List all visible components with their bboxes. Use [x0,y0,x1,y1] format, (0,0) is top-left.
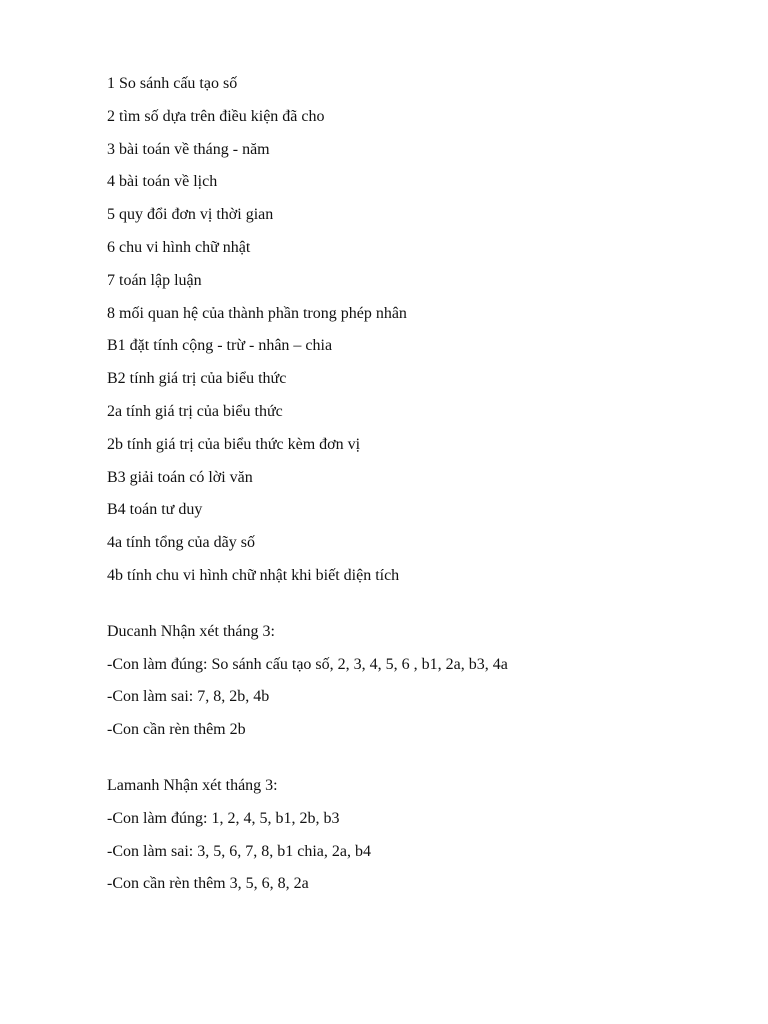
topic-line: 4 bài toán về lịch [107,173,218,191]
topic-line: B4 toán tư duy [107,501,203,519]
lamanh-practice: -Con cần rèn thêm 3, 5, 6, 8, 2a [107,875,309,893]
topic-line: B2 tính giá trị của biểu thức [107,370,287,388]
ducanh-wrong: -Con làm sai: 7, 8, 2b, 4b [107,688,270,706]
paragraph-gap [107,751,727,774]
ducanh-correct: -Con làm đúng: So sánh cấu tạo số, 2, 3, 4, 5, 6 , b1, 2a, b3, 4a [107,655,508,673]
topic-line: 2 tìm số dựa trên điều kiện đã cho [107,107,325,125]
paragraph-gap [107,597,727,620]
topic-line: 5 quy đổi đơn vị thời gian [107,206,274,224]
document-body [107,72,727,905]
lamanh-correct: -Con làm đúng: 1, 2, 4, 5, b1, 2b, b3 [107,809,340,827]
topic-line: 7 toán lập luận [107,271,202,289]
lamanh-wrong: -Con làm sai: 3, 5, 6, 7, 8, b1 chia, 2a, b4 [107,842,371,860]
topic-line: 3 bài toán về tháng - năm [107,140,270,158]
topic-line: B3 giải toán có lời văn [107,468,253,486]
topic-line: B1 đặt tính cộng - trừ - nhân – chia [107,337,333,355]
topic-line: 6 chu vi hình chữ nhật [107,238,251,256]
topic-line: 2a tính giá trị của biểu thức [107,402,283,420]
lamanh-heading: Lamanh Nhận xét tháng 3: [107,776,278,794]
topic-line: 1 So sánh cấu tạo số [107,75,238,92]
ducanh-practice: -Con cần rèn thêm 2b [107,721,246,739]
ducanh-heading: Ducanh Nhận xét tháng 3: [107,622,275,640]
topic-line: 4a tính tổng của dãy số [107,534,255,552]
topic-line: 2b tính giá trị của biểu thức kèm đơn vị [107,435,361,453]
topic-line: 8 mối quan hệ của thành phần trong phép nhân [107,304,407,322]
topic-line: 4b tính chu vi hình chữ nhật khi biết diện tích [107,566,400,584]
